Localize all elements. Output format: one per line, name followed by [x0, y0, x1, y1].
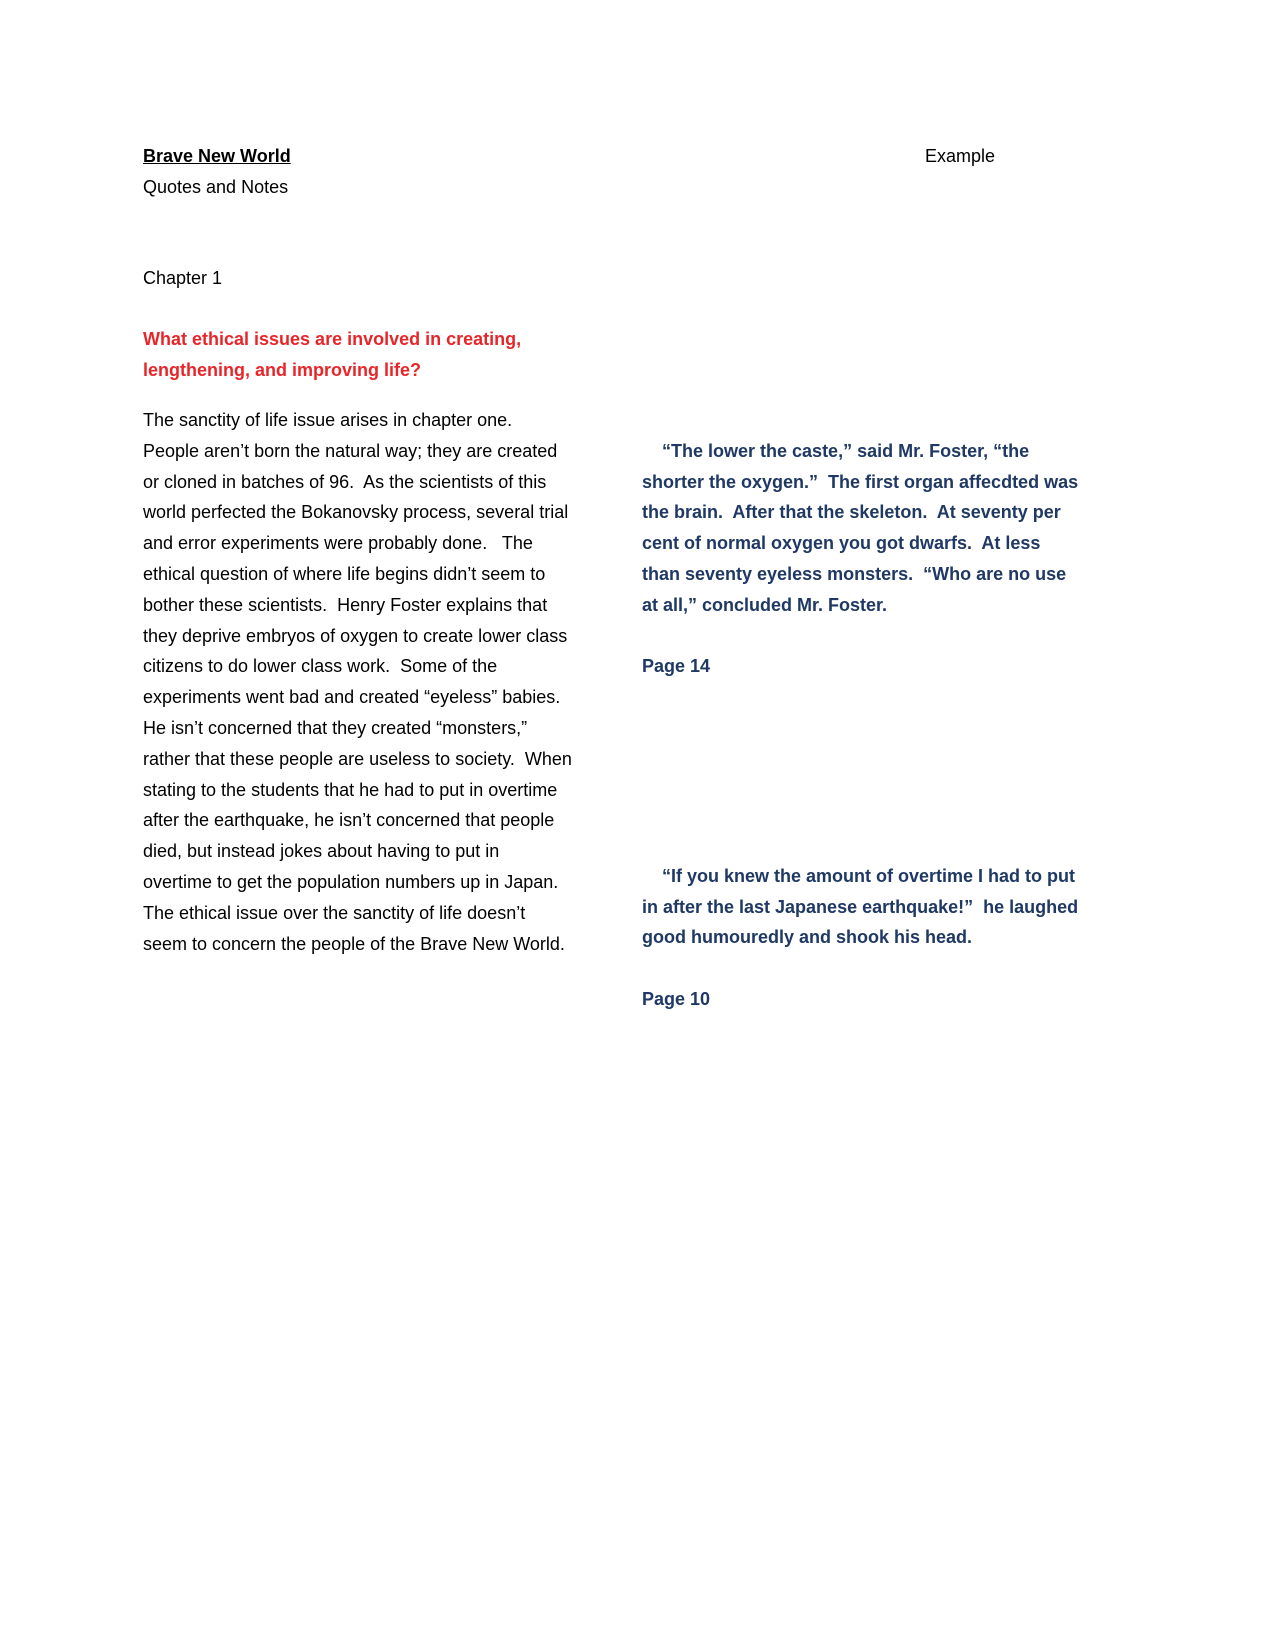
header-block [143, 141, 291, 203]
quote-page-ref: Page 14 [642, 656, 711, 677]
notes-paragraph: The sanctity of life issue arises in chapter one. People aren’t born the natural way; they are created or cloned in batches of 96. As the scientists of this world perfected the Bokanovsky process, several trial and error experiments were probably done. The ethical question of where life begins didn’t seem to bother these scientists. Henry Foster explains that they deprive embryos of oxygen to create lower class citizens to do lower class work. Some of the experiments went bad and created “eyeless” babies. He isn’t concerned that they created “monsters,” rather that these people are useless to society. When stating to the students that he had to put in overtime after the earthquake, he isn’t concerned that people died, but instead jokes about having to put in overtime to get the population numbers up in Japan. The ethical issue over the sanctity of life doesn’t seem to concern the people of the Brave New World. [143, 410, 577, 954]
quote-page-ref: Page 10 [642, 988, 711, 1009]
quote-block-2 [642, 830, 1082, 1076]
quote-text: “If you knew the amount of overtime I had to put in after the last Japanese earthquake!” he laughed good humouredly and shook his head. [642, 865, 1084, 948]
quote-text: “The lower the caste,” said Mr. Foster, “the shorter the oxygen.” The first organ affecdted was the brain. After that the skeleton. At seventy per cent of normal oxygen you got dwarfs. At less than seventy eyeless monsters. “Who are no use at all,” concluded Mr. Foster. [642, 440, 1084, 615]
quote-block-1 [642, 405, 1082, 744]
chapter-heading: Chapter 1 [143, 268, 223, 288]
question-heading: What ethical issues are involved in creating, lengthening, and improving life? [143, 329, 527, 380]
document-title: Brave New World [143, 146, 291, 166]
example-label: Example [925, 146, 996, 166]
document-subtitle: Quotes and Notes [143, 177, 289, 197]
